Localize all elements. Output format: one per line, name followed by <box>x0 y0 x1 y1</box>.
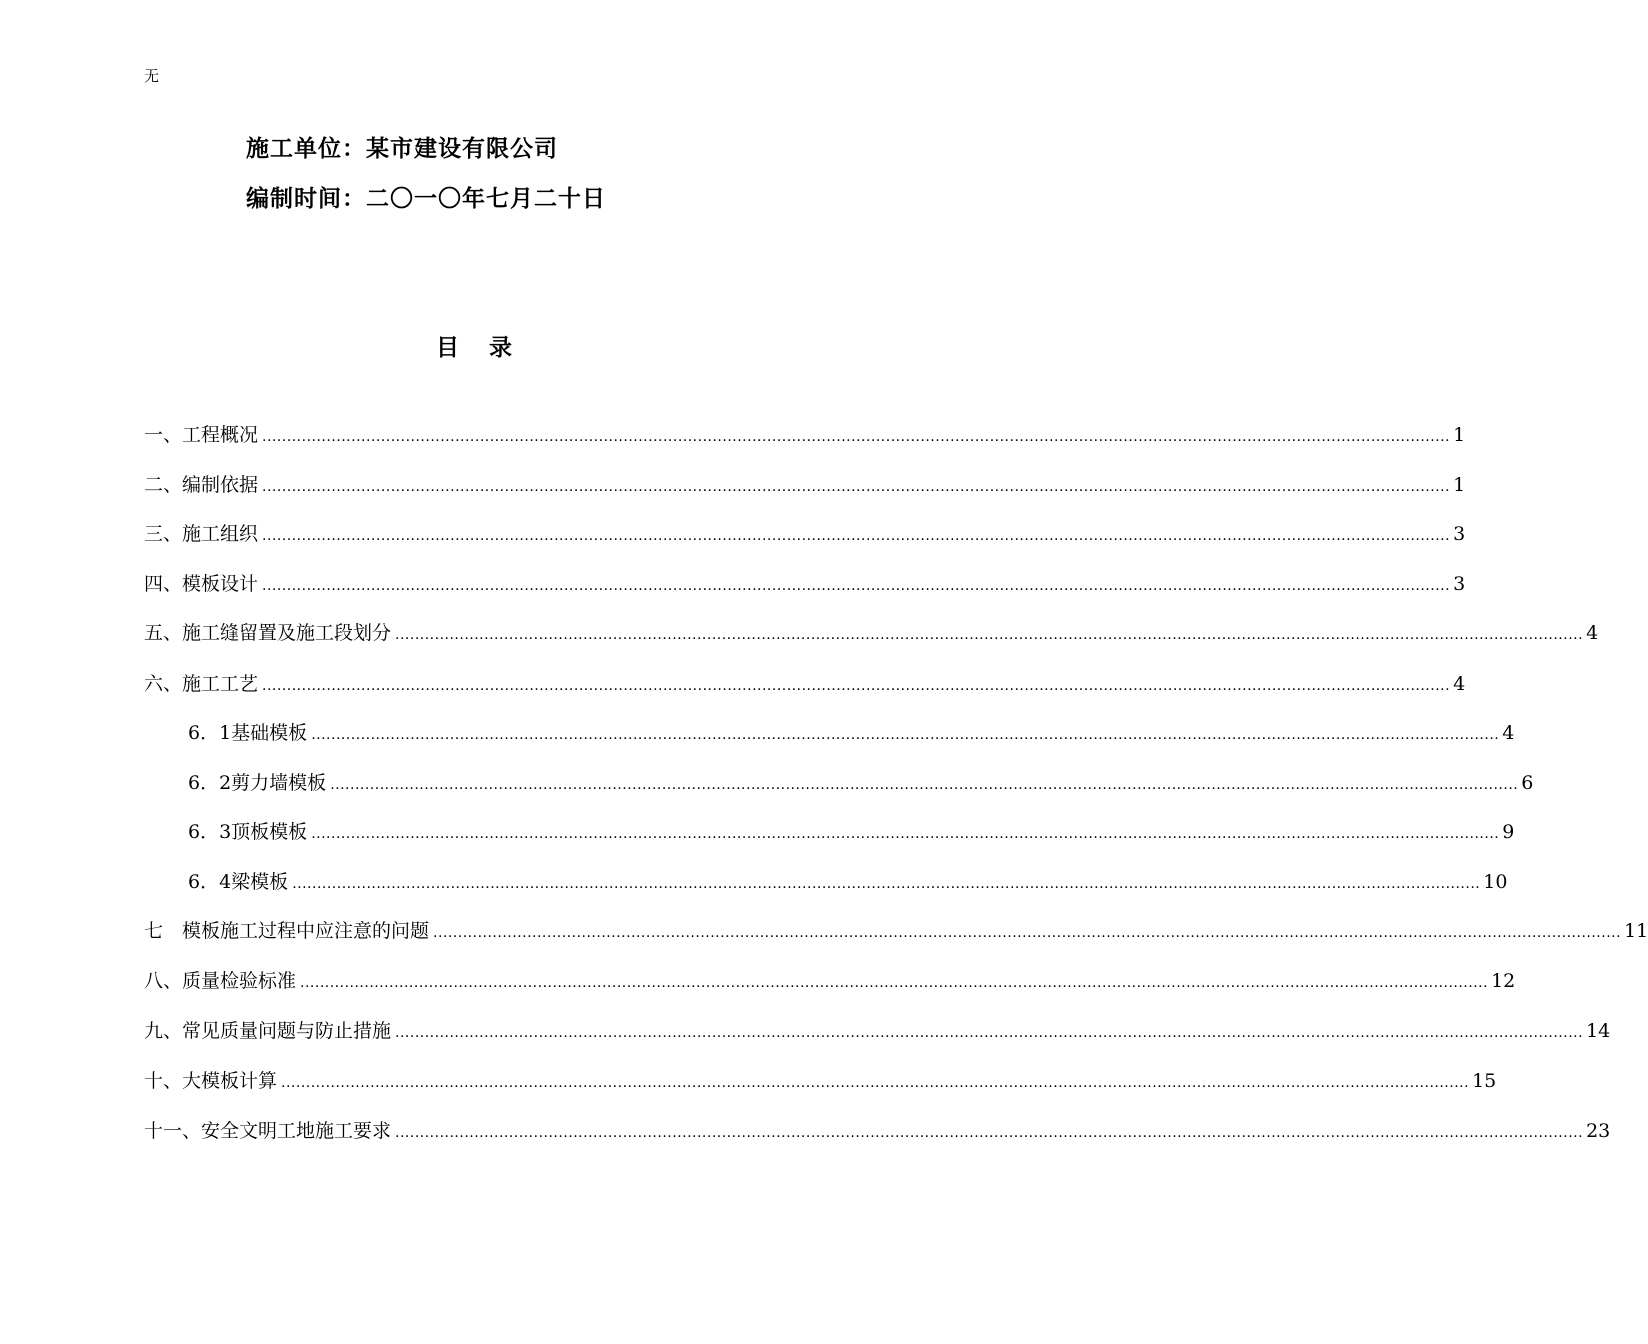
toc-entry[interactable] <box>144 968 1516 996</box>
toc-entry-label: 九、常见质量问题与防止措施 <box>144 1020 392 1042</box>
toc-entry-label: 6．4梁模板 <box>188 871 289 893</box>
toc-dot-leader: ................................................................................................................................................................................................................................................ <box>330 777 1519 793</box>
toc-entry-page: 11 <box>1624 920 1648 942</box>
toc-dot-leader: ................................................................................................................................................................................................................................................ <box>395 1025 1584 1041</box>
toc-entry[interactable] <box>144 571 1466 599</box>
toc-entry-label: 6．3顶板模板 <box>188 821 308 843</box>
toc-entry[interactable] <box>144 918 1648 946</box>
toc-entry-page: 14 <box>1586 1020 1611 1042</box>
toc-entry-page: 9 <box>1502 821 1515 843</box>
toc-dot-leader: ................................................................................................................................................................................................................................................ <box>281 1075 1470 1091</box>
toc-entry-page: 3 <box>1453 573 1466 595</box>
toc-entry[interactable] <box>188 770 1534 798</box>
toc-entry[interactable] <box>144 472 1466 500</box>
toc-entry-label: 四、模板设计 <box>144 573 259 595</box>
toc-dot-leader: ................................................................................................................................................................................................................................................ <box>262 578 1451 594</box>
toc-entry-page: 6 <box>1521 772 1534 794</box>
toc-entry-page: 4 <box>1453 673 1466 695</box>
toc-entry-label: 三、施工组织 <box>144 523 259 545</box>
toc-dot-leader: ................................................................................................................................................................................................................................................ <box>395 627 1584 643</box>
toc-entry-label: 一、工程概况 <box>144 424 259 446</box>
toc-entry-page: 4 <box>1586 622 1599 644</box>
toc-entry-page: 15 <box>1472 1070 1497 1092</box>
toc-entry-label: 十一、安全文明工地施工要求 <box>144 1120 392 1142</box>
toc-entry-label: 6．2剪力墙模板 <box>188 772 327 794</box>
toc-entry-label: 七 模板施工过程中应注意的问题 <box>144 920 430 942</box>
toc-entry-page: 23 <box>1586 1120 1611 1142</box>
toc-entry[interactable] <box>144 671 1466 699</box>
toc-dot-leader: ................................................................................................................................................................................................................................................ <box>395 1125 1584 1141</box>
toc-dot-leader: ................................................................................................................................................................................................................................................ <box>262 479 1451 495</box>
toc-entry[interactable] <box>144 1018 1611 1046</box>
toc-dot-leader: ................................................................................................................................................................................................................................................ <box>262 429 1451 445</box>
toc-title-left: 目 <box>436 334 461 361</box>
toc-entry-label: 十、大模板计算 <box>144 1070 278 1092</box>
toc-entry-label: 五、施工缝留置及施工段划分 <box>144 622 392 644</box>
toc-dot-leader: ................................................................................................................................................................................................................................................ <box>311 826 1500 842</box>
toc-entry-label: 六、施工工艺 <box>144 673 259 695</box>
toc-entry-page: 1 <box>1453 424 1466 446</box>
toc-entry[interactable] <box>144 521 1466 549</box>
toc-entry[interactable] <box>144 1118 1611 1146</box>
toc-entry[interactable] <box>188 720 1515 748</box>
toc-entry[interactable] <box>144 422 1466 450</box>
toc-entry-page: 1 <box>1453 474 1466 496</box>
toc-dot-leader: ................................................................................................................................................................................................................................................ <box>262 678 1451 694</box>
construction-unit-line: 施工单位：某市建设有限公司 <box>246 135 558 162</box>
toc-entry[interactable] <box>144 1068 1497 1096</box>
toc-entry[interactable] <box>188 819 1515 847</box>
toc-entry-label: 二、编制依据 <box>144 474 259 496</box>
toc-dot-leader: ................................................................................................................................................................................................................................................ <box>433 925 1622 941</box>
toc-entry[interactable] <box>188 869 1508 897</box>
toc-dot-leader: ................................................................................................................................................................................................................................................ <box>300 975 1489 991</box>
toc-entry-page: 12 <box>1491 970 1516 992</box>
compile-date-line: 编制时间：二〇一〇年七月二十日 <box>246 185 606 212</box>
toc-entry-page: 3 <box>1453 523 1466 545</box>
toc-entry-page: 4 <box>1502 722 1515 744</box>
toc-dot-leader: ................................................................................................................................................................................................................................................ <box>311 727 1500 743</box>
toc-title-right: 录 <box>489 334 514 361</box>
header-mark: 无 <box>144 67 160 85</box>
toc-entry-label: 6．1基础模板 <box>188 722 308 744</box>
toc-entry[interactable] <box>144 620 1599 648</box>
toc-entry-page: 10 <box>1483 871 1508 893</box>
toc-entry-label: 八、质量检验标准 <box>144 970 297 992</box>
toc-dot-leader: ................................................................................................................................................................................................................................................ <box>262 528 1451 544</box>
toc-dot-leader: ................................................................................................................................................................................................................................................ <box>292 876 1481 892</box>
